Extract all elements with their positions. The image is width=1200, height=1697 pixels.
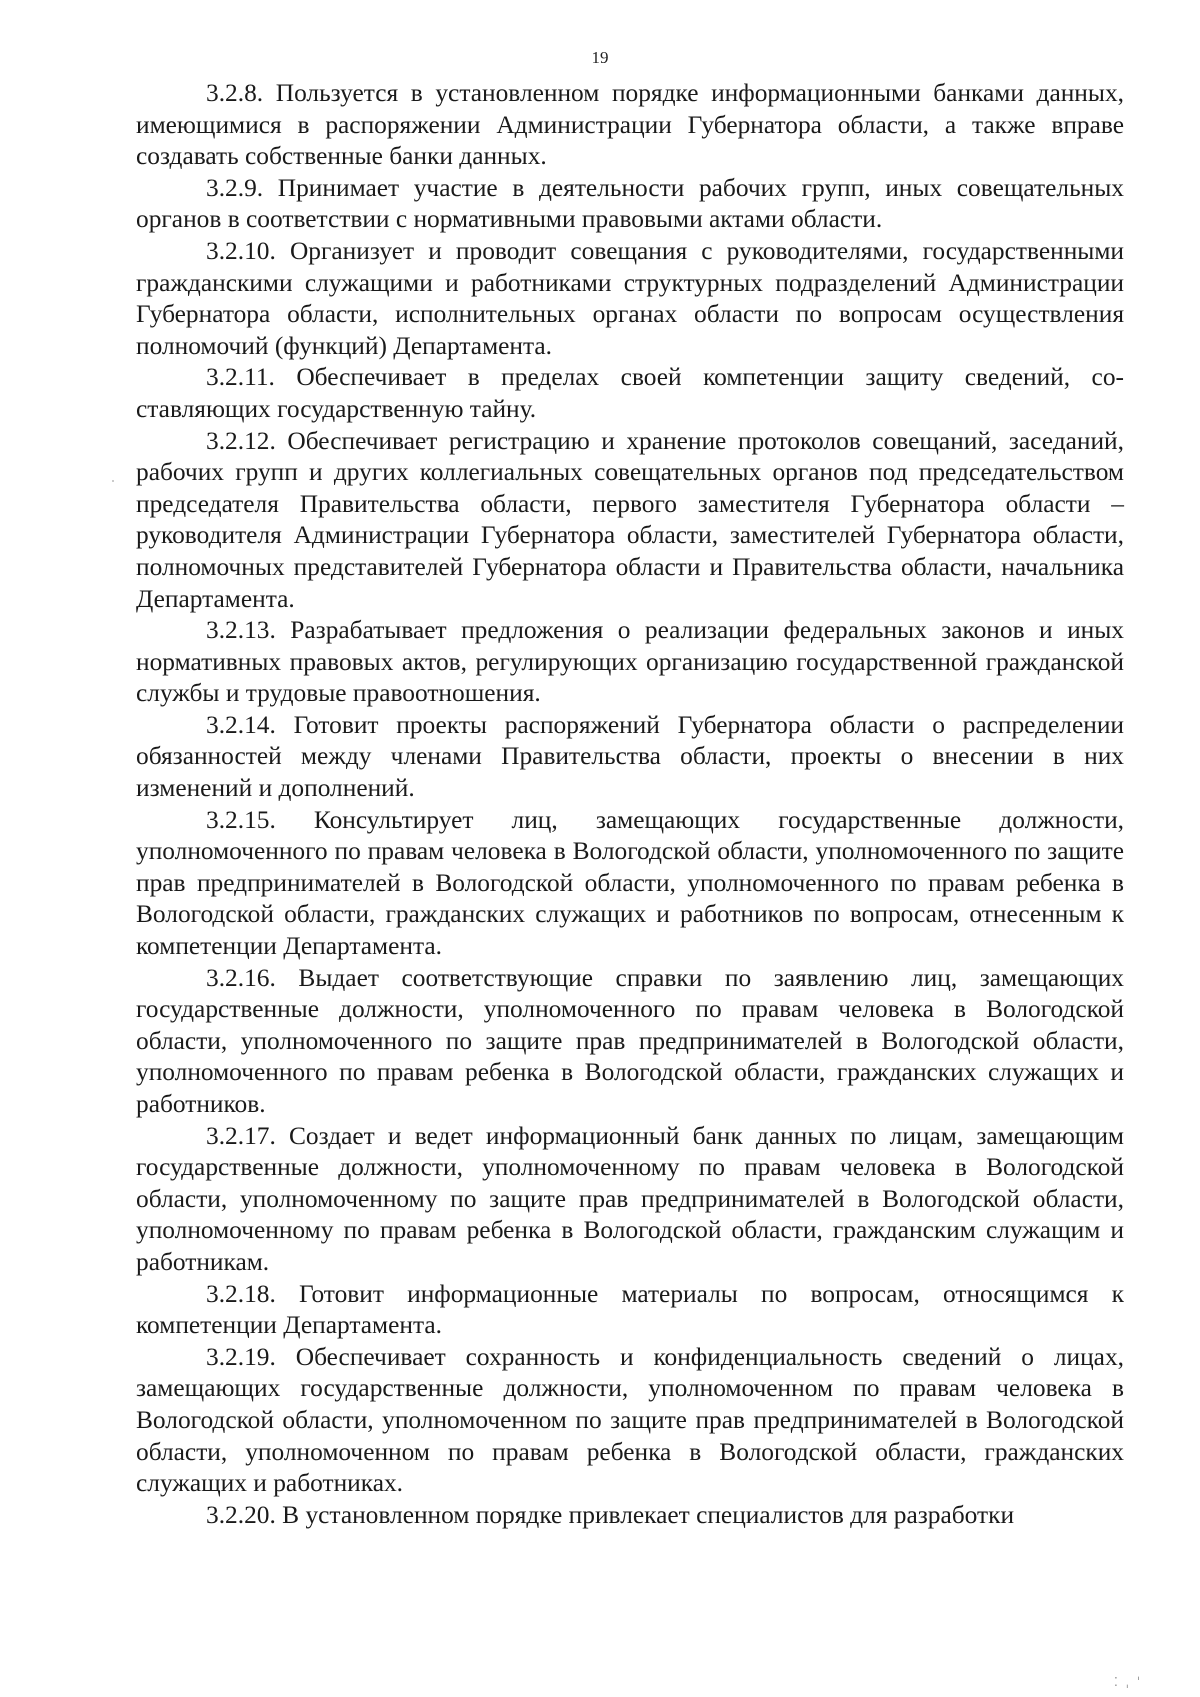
scan-corner-artifact: ⁚ ˌ ˈ [1113, 1675, 1142, 1689]
document-body [136, 78, 1124, 1531]
paragraph-3-2-11: 3.2.11. Обеспечивает в пределах своей компетенции защиту сведений, составляющих государственную тайну. [136, 363, 1124, 423]
paragraph-3-2-16: 3.2.16. Выдает соответствующие справки по заявлению лиц, замещающих государственные должности, уполномоченного по правам человека в Вологодской области, уполномоченного по защите прав предпринимателей в Вологодской области, уполномоченного по правам ребенка в Вологодской области, гражданских служащих и работников. [136, 963, 1124, 1118]
paragraph-3-2-10: 3.2.10. Организует и проводит совещания с руководителями, государственными гражданскими служащими и работниками структурных подразделений Администрации Губернатора области, исполнительных органах области по вопросам осуществления полномочий (функций) Департамента. [136, 236, 1124, 360]
paragraph-3-2-12: 3.2.12. Обеспечивает регистрацию и хранение протоколов совещаний, заседаний, рабочих групп и других коллегиальных совещательных органов под председательством председателя Правительства области, первого заместителя Губернатора области – руководителя Администрации Губернатора области, заместителей Губернатора области, полномочных представителей Губернатора области и Правительства области, начальника Департамента. [136, 426, 1124, 613]
paragraph-3-2-20: 3.2.20. В установленном порядке привлекает специалистов для разработки [206, 1500, 1015, 1529]
paragraph-3-2-18: 3.2.18. Готовит информационные материалы по вопросам, относящимся к компетенции Департамента. [136, 1279, 1124, 1340]
paragraph-3-2-14: 3.2.14. Готовит проекты распоряжений Губернатора области о распределении обязанностей между членами Правительства области, проекты о внесении в них изменений и дополнений. [136, 710, 1124, 803]
paragraph-3-2-13: 3.2.13. Разрабатывает предложения о реализации федеральных законов и иных нормативных правовых актов, регулирующих организацию государственной гражданской службы и трудовые правоотношения. [136, 616, 1124, 708]
paragraph-3-2-19: 3.2.19. Обеспечивает сохранность и конфиденциальность сведений о лицах, замещающих государственные должности, уполномоченном по правам человека в Вологодской области, уполномоченном по защите прав предпринимателей в Вологодской области, уполномоченном по правам ребенка в Вологодской области, гражданских служащих и работниках. [136, 1342, 1124, 1498]
paragraph-3-2-9: 3.2.9. Принимает участие в деятельности рабочих групп, иных совещательных органов в соответствии с нормативными правовыми актами области. [136, 173, 1124, 234]
paragraph-3-2-8: 3.2.8. Пользуется в установленном порядке информационными банками данных, имеющимися в распоряжении Администрации Губернатора области, а также вправе создавать собственные банки данных. [136, 79, 1124, 171]
paragraph-3-2-15: 3.2.15. Консультирует лиц, замещающих государственные должности, уполномоченного по правам человека в Вологодской области, уполномоченного по защите прав предпринимателей в Вологодской области, уполномоченного по правам ребенка в Вологодской области, гражданских служащих и работников по вопросам, отнесенным к компетенции Департамента. [136, 805, 1124, 961]
scan-speck [112, 480, 114, 482]
paragraph-3-2-17: 3.2.17. Создает и ведет информационный банк данных по лицам, замещающим государственные должности, уполномоченному по правам человека в Вологодской области, уполномоченному по защите прав предпринимателей в Вологодской области, уполномоченному по правам ребенка в Вологодской области, гражданским служащим и работникам. [136, 1121, 1124, 1276]
page-number: 19 [591, 48, 609, 67]
